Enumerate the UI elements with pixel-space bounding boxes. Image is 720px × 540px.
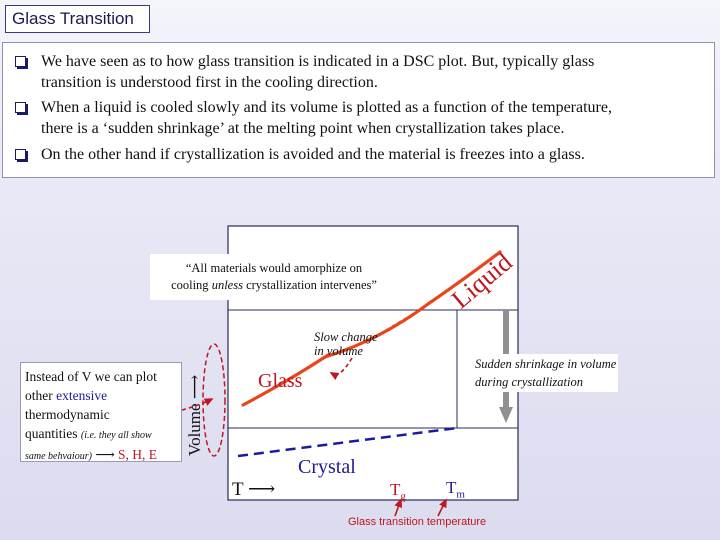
quote-line-2	[150, 277, 398, 294]
axis-label-text: T	[232, 479, 244, 500]
bullet-line: On the other hand if crystallization is avoided and the material is freezes into a glass.	[41, 146, 585, 163]
annotation-line: Sudden shrinkage in volume	[475, 357, 617, 371]
glass-transition-caption: Glass transition temperature	[348, 516, 487, 528]
tm-symbol: T	[446, 478, 457, 497]
note-line	[25, 424, 177, 445]
axis-label-text: Volume	[185, 403, 204, 456]
annotation-line: in volume	[314, 344, 363, 358]
quote-box	[150, 254, 398, 300]
tm-subscript: m	[456, 488, 465, 501]
volume-axis-label	[184, 374, 206, 456]
tg-subscript: g	[400, 490, 406, 503]
slide-title: Glass Transition	[5, 5, 150, 33]
bullet-line: We have seen as to how glass transition is indicated in a DSC plot. But, typically glass	[41, 53, 595, 70]
note-line: thermodynamic	[25, 407, 110, 422]
tg-caption-arrow	[395, 502, 400, 516]
note-text: quantities	[25, 426, 81, 441]
glass-label: Glass	[258, 370, 303, 392]
annotation-line: during crystallization	[475, 375, 583, 389]
bullet-line: there is a ‘sudden shrinkage’ at the melting point when crystallization takes place.	[41, 120, 565, 137]
quote-text: cooling	[171, 278, 212, 292]
note-box	[20, 362, 182, 462]
slow-change-label	[314, 330, 378, 358]
quote-emphasis: unless	[211, 278, 243, 292]
crystal-label: Crystal	[298, 456, 356, 478]
bullet-line: transition is understood first in the cooling direction.	[41, 74, 378, 91]
note-highlight: extensive	[56, 388, 108, 403]
note-line	[25, 445, 177, 466]
note-line	[25, 386, 177, 405]
temperature-axis-label	[232, 478, 275, 501]
annotation-line: Slow change	[314, 330, 378, 344]
quote-line-1: “All materials would amorphize on	[185, 261, 363, 275]
axis-arrow-icon: ⟶	[185, 374, 204, 400]
note-line: Instead of V we can plot	[25, 369, 157, 384]
sudden-shrinkage-label	[473, 354, 618, 392]
tm-label	[446, 478, 465, 500]
volume-highlight-ellipse	[203, 344, 225, 456]
tm-caption-arrow	[438, 502, 445, 516]
tg-symbol: T	[390, 480, 401, 499]
note-quantities: S, H, E	[118, 447, 158, 462]
liquid-label: Liquid	[446, 247, 518, 315]
note-small: (i.e. they all show	[80, 430, 152, 441]
axis-arrow-icon: ⟶	[248, 479, 276, 500]
bullet-line: When a liquid is cooled slowly and its volume is plotted as a function of the temperature,	[41, 99, 612, 116]
quote-text: crystallization intervenes”	[242, 278, 377, 292]
note-text: other	[25, 388, 57, 403]
arrow-icon: ⟶	[91, 447, 119, 462]
note-small: same behvaiour)	[25, 451, 92, 462]
tg-label	[390, 480, 406, 502]
